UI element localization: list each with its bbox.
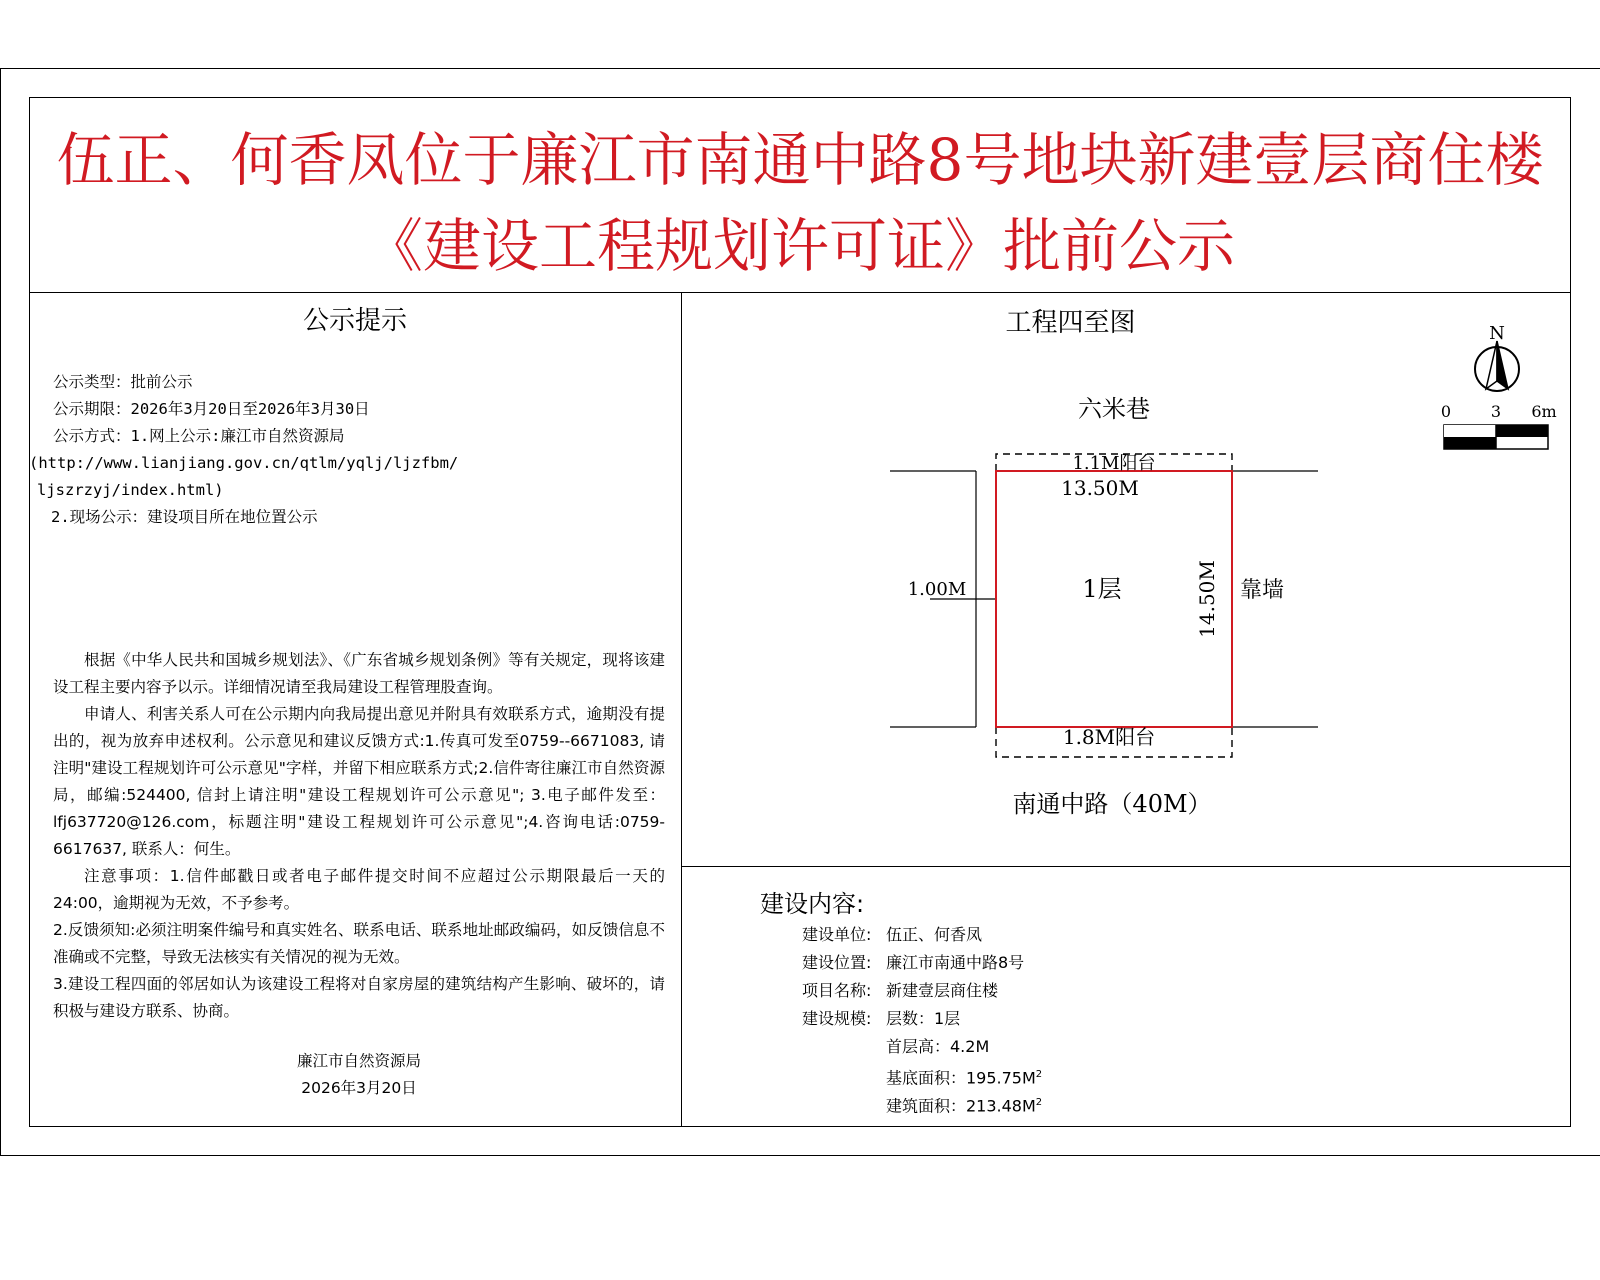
title-line-1: 伍正、何香凤位于廉江市南通中路8号地块新建壹层商住楼 bbox=[56, 126, 1544, 194]
notice-info bbox=[29, 369, 663, 531]
issue-date: 2026年3月20日 bbox=[301, 1079, 417, 1097]
notice-url-2: ljszrzyj/index.html) bbox=[37, 481, 224, 499]
site-map bbox=[682, 293, 1571, 867]
notice-para-2: 申请人、利害关系人可在公示期内向我局提出意见并附具有效联系方式，逾期没有提出的，视为放弃申述权利。公示意见和建议反馈方式:1.传真可发至0759--6671083, 请注明"建设工程规划许可公示意见"字样，并留下相应联系方式;2.信件寄往廉江市自然资源局，邮编:524400, 信封上请注明"建设工程规划许可公示意见"; 3.电子邮件发至：lfj637720@126.com，标题注明"建设工程规划许可公示意见";4.咨询电话:0759-6617637, 联系人：何生。 bbox=[53, 705, 665, 858]
construction-row: 建设规模: 层数：1层 bbox=[802, 1009, 961, 1028]
construction-row: 建设位置: 廉江市南通中路8号 bbox=[802, 953, 1025, 972]
north-letter: N bbox=[1489, 323, 1505, 344]
construction-row: 基底面积：$195.75M^2$ bbox=[886, 1068, 1043, 1088]
construction-panel bbox=[682, 867, 1571, 1127]
depth-label: 14.50M bbox=[1195, 560, 1219, 638]
notice-type: 公示类型：批前公示 bbox=[53, 373, 193, 391]
construction-row: 首层高：4.2M bbox=[886, 1037, 990, 1056]
title-line-2: 《建设工程规划许可证》批前公示 bbox=[364, 212, 1235, 280]
notice-para-1: 根据《中华人民共和国城乡规划法》、《广东省城乡规划条例》等有关规定，现将该建设工程主要内容予以示。详细情况请至我局建设工程管理股查询。 bbox=[53, 651, 665, 696]
notice-heading: 公示提示 bbox=[302, 306, 407, 336]
south-road-label: 南通中路（40M） bbox=[1012, 790, 1212, 818]
scale-label-3: 3 bbox=[1490, 402, 1502, 421]
notice-url-1: (http://www.lianjiang.gov.cn/qtlm/yqlj/ljzfbm/ bbox=[29, 454, 459, 472]
floor-label: 1层 bbox=[1082, 575, 1122, 603]
scale-bar bbox=[1444, 425, 1548, 449]
east-label: 靠墙 bbox=[1239, 578, 1285, 603]
scale-label-6m: 6m bbox=[1531, 402, 1557, 421]
map-heading-text: 工程四至图 bbox=[1005, 308, 1136, 338]
construction-row: 建筑面积：$213.48M^2$ bbox=[886, 1096, 1043, 1116]
notice-body bbox=[53, 647, 665, 1025]
notice-method: 公示方式：1.网上公示:廉江市自然资源局 bbox=[53, 427, 345, 445]
notice-onsite: 2.现场公示：建设项目所在地位置公示 bbox=[51, 508, 318, 526]
notice-period: 公示期限：2026年3月20日至2026年3月30日 bbox=[53, 400, 370, 418]
top-balcony-label: 1.1M阳台 bbox=[1072, 453, 1156, 474]
construction-row: 项目名称: 新建壹层商住楼 bbox=[802, 981, 999, 1000]
title-band bbox=[29, 97, 1571, 293]
notice-para-5: 3.建设工程四面的邻居如认为该建设工程将对自家房屋的建筑结构产生影响、破坏的，请积极与建设方联系、协商。 bbox=[53, 975, 665, 1020]
scale-label-0: 0 bbox=[1440, 402, 1452, 421]
issuer: 廉江市自然资源局 bbox=[296, 1052, 421, 1070]
west-setback-label: 1.00M bbox=[907, 579, 967, 600]
notice-panel bbox=[29, 293, 682, 1127]
width-label: 13.50M bbox=[1061, 476, 1139, 500]
construction-row: 建设单位: 伍正、何香凤 bbox=[802, 925, 983, 944]
bottom-balcony-label: 1.8M阳台 bbox=[1062, 725, 1156, 749]
notice-para-3: 注意事项：1.信件邮戳日或者电子邮件提交时间不应超过公示期限最后一天的24:00，逾期视为无效，不予参考。 bbox=[53, 867, 665, 912]
notice-para-4: 2.反馈须知:必须注明案件编号和真实姓名、联系电话、联系地址邮政编码，如反馈信息不准确或不完整，导致无法核实有关情况的视为无效。 bbox=[53, 921, 665, 966]
north-road-label: 六米巷 bbox=[1078, 395, 1150, 423]
construction-heading: 建设内容: bbox=[760, 890, 865, 918]
site-map-panel bbox=[682, 293, 1571, 867]
north-arrow-icon bbox=[1475, 341, 1519, 391]
